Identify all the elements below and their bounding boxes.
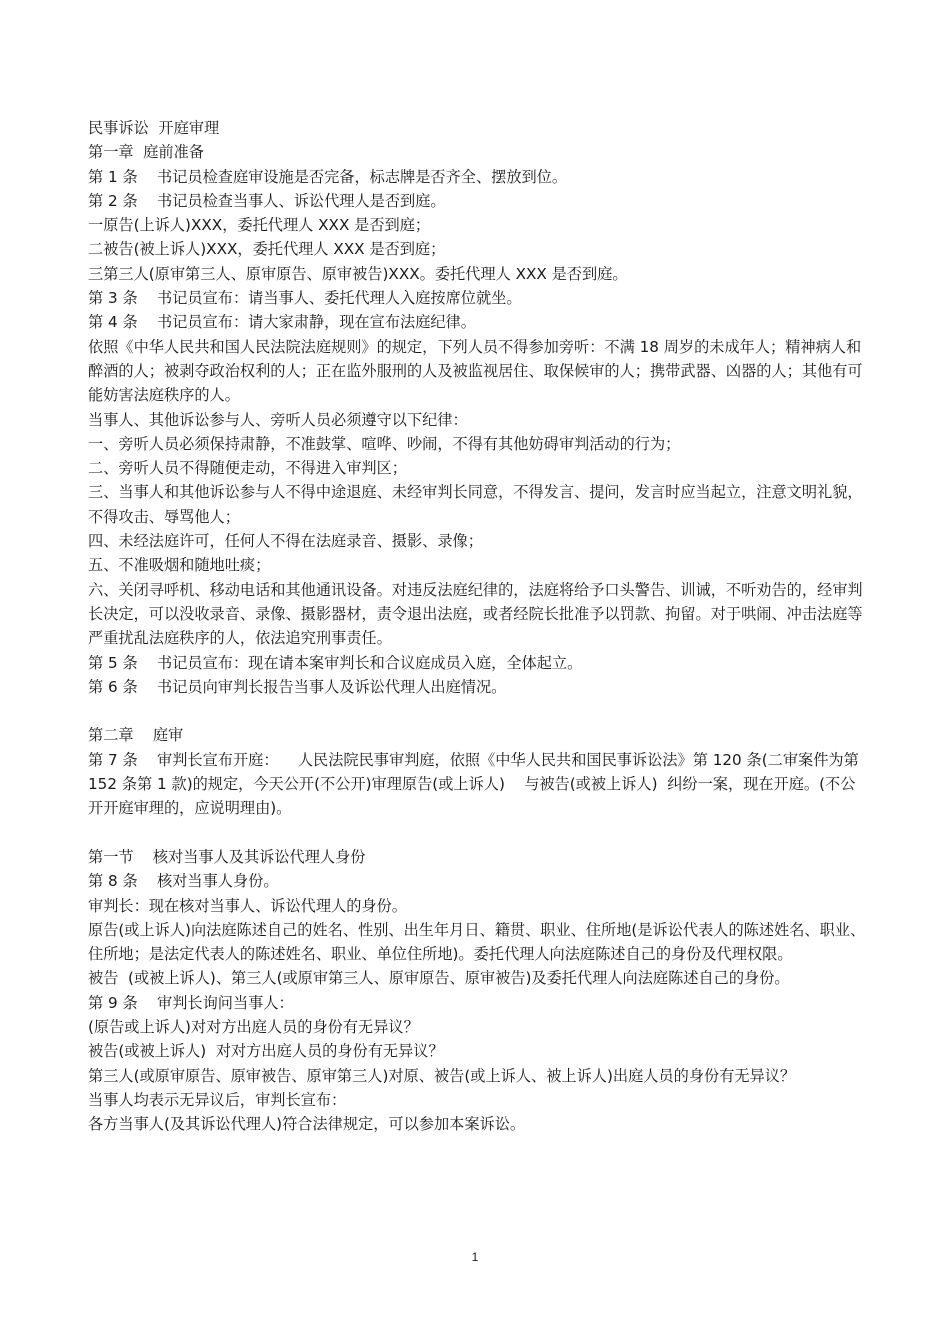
paragraph: (原告或上诉人)对对方出庭人员的身份有无异议？ <box>88 1017 419 1036</box>
paragraph: 第三人(或原审原告、原审被告、原审第三人)对原、被告(或上诉人、被上诉人)出庭人员的身份有无异议？ <box>88 1066 796 1085</box>
chapter-heading: 第二章 庭审 <box>88 726 184 745</box>
page-number: 1 <box>471 1250 479 1264</box>
paragraph: 当事人均表示无异议后，审判长宣布： <box>88 1090 347 1109</box>
paragraph: 被告 (或被上诉人)、第三人(或原审第三人、原审原告、原审被告)及委托代理人向法庭陈述自己的身份。 <box>88 969 790 988</box>
list-item: 一、旁听人员必须保持肃静，不准鼓掌、喧哗、吵闹，不得有其他妨碍审判活动的行为； <box>88 434 681 453</box>
article-3: 第 3 条 书记员宣布：请当事人、委托代理人入庭按席位就坐。 <box>88 289 522 308</box>
paragraph: 各方当事人(及其诉讼代理人)符合法律规定，可以参加本案诉讼。 <box>88 1115 526 1134</box>
article-5: 第 5 条 书记员宣布：现在请本案审判长和合议庭成员入庭，全体起立。 <box>88 653 583 672</box>
paragraph: 审判长：现在核对当事人、诉讼代理人的身份。 <box>88 896 407 915</box>
paragraph: 被告(或被上诉人) 对对方出庭人员的身份有无异议？ <box>88 1042 444 1061</box>
spacer <box>88 699 866 723</box>
document-body <box>88 116 866 1136</box>
list-item: 四、未经法庭许可，任何人不得在法庭录音、摄影、录像； <box>88 532 483 551</box>
chapter-heading: 第一章 庭前准备 <box>88 143 204 162</box>
paragraph: 原告(或上诉人)向法庭陈述自己的姓名、性别、出生年月日、籍贯、职业、住所地(是诉讼代表人的陈述姓名、职业、住所地；是法定代表人的陈述姓名、职业、单位住所地)。委托代理人向法庭陈述自己的身份及代理权限。 <box>88 920 866 964</box>
article-2: 第 2 条 书记员检查当事人、诉讼代理人是否到庭。 <box>88 191 446 210</box>
document-title: 民事诉讼 开庭审理 <box>88 119 220 137</box>
list-item: 三、当事人和其他诉讼参与人不得中途退庭、未经审判长同意，不得发言、提问，发言时应当起立，注意文明礼貌，不得攻击、辱骂他人； <box>88 483 863 526</box>
spacer <box>88 821 866 845</box>
article-1: 第 1 条 书记员检查庭审设施是否完备，标志牌是否齐全、摆放到位。 <box>88 167 568 186</box>
list-item: 二被告(被上诉人)XXX，委托代理人 XXX 是否到庭； <box>88 240 446 259</box>
article-9: 第 9 条 审判长询问当事人： <box>88 993 294 1012</box>
article-8: 第 8 条 核对当事人身份。 <box>88 872 279 891</box>
paragraph: 依照《中华人民共和国人民法院法庭规则》的规定，下列人员不得参加旁听：不满 18 周岁的未成年人；精神病人和醉酒的人；被剥夺政治权利的人；正在监外服刑的人及被监视居住、取保候审的人；携带武器、凶器的人；其他有可能妨害法庭秩序的人。 <box>88 337 863 405</box>
list-item: 一原告(上诉人)XXX，委托代理人 XXX 是否到庭； <box>88 216 431 235</box>
paragraph: 当事人、其他诉讼参与人、旁听人员必须遵守以下纪律： <box>88 410 468 429</box>
article-6: 第 6 条 书记员向审判长报告当事人及诉讼代理人出庭情况。 <box>88 677 507 696</box>
section-heading: 第一节 核对当事人及其诉讼代理人身份 <box>88 847 366 866</box>
list-item: 二、旁听人员不得随便走动，不得进入审判区； <box>88 459 407 478</box>
article-4: 第 4 条 书记员宣布：请大家肃静，现在宣布法庭纪律。 <box>88 313 476 332</box>
article-7: 第 7 条 审判长宣布开庭： 人民法院民事审判庭，依照《中华人民共和国民事诉讼法》第 120 条(二审案件为第 152 条第 1 款)的规定，今天公开(不公开)审理原告(或上诉人) 与被告(或被上诉人) 纠纷一案，现在开庭。(不公开开庭审理的，应说明理由)。 <box>88 750 864 818</box>
list-item: 五、不准吸烟和随地吐痰； <box>88 556 271 575</box>
list-item: 三第三人(原审第三人、原审原告、原审被告)XXX。委托代理人 XXX 是否到庭。 <box>88 264 628 283</box>
list-item: 六、关闭寻呼机、移动电话和其他通讯设备。对违反法庭纪律的，法庭将给予口头警告、训诫，不听劝告的，经审判长决定，可以没收录音、录像、摄影器材，责令退出法庭，或者经院长批准予以罚款、拘留。对于哄闹、冲击法庭等严重扰乱法庭秩序的人，依法追究刑事责任。 <box>88 580 863 648</box>
